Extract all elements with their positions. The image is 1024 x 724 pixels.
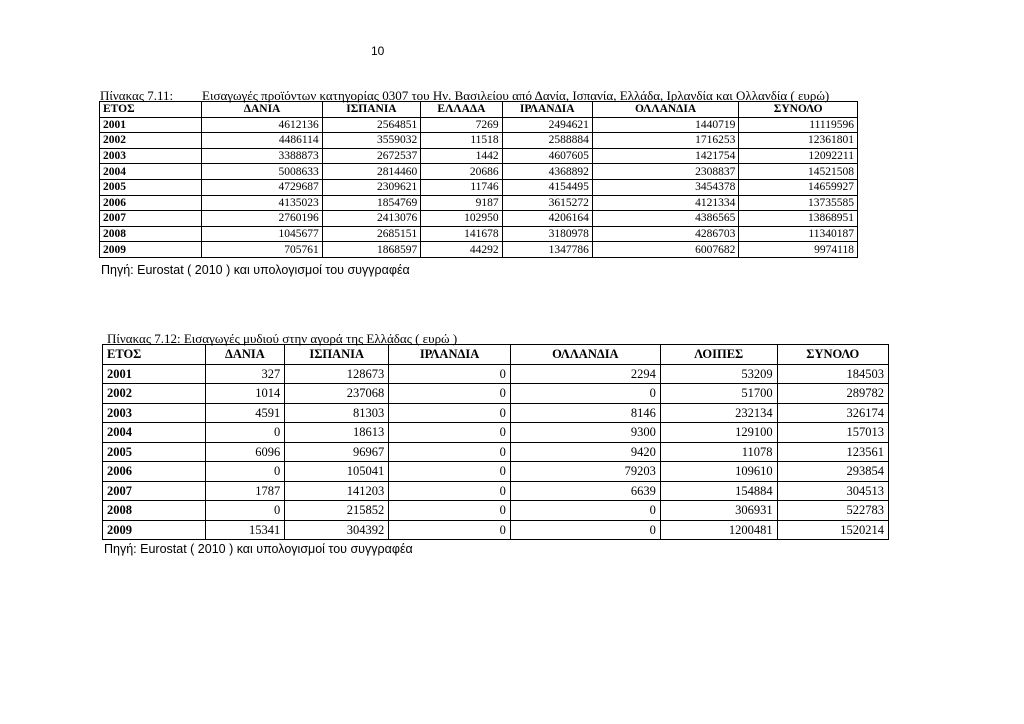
table2-value-cell: 6096 — [205, 442, 285, 462]
table2-header-cell: ΙΡΛΑΝΔΙΑ — [389, 345, 511, 365]
table2-header-cell: ΣΥΝΟΛΟ — [777, 345, 888, 365]
table2-row — [103, 501, 889, 521]
table1-header-row — [100, 102, 858, 118]
table1-row — [100, 179, 858, 195]
table2-year-cell: 2008 — [103, 501, 206, 521]
table1-value-cell: 1347786 — [502, 242, 592, 258]
table2-row — [103, 423, 889, 443]
table2-value-cell: 326174 — [777, 403, 888, 423]
table2-value-cell: 0 — [389, 423, 511, 443]
table2-value-cell: 215852 — [285, 501, 389, 521]
table1-value-cell: 1045677 — [202, 226, 322, 242]
table1-header-cell: ΙΣΠΑΝΙΑ — [322, 102, 421, 118]
table1-body — [100, 117, 858, 257]
table2-value-cell: 0 — [510, 384, 660, 404]
table2-value-cell: 0 — [205, 462, 285, 482]
table1-row — [100, 211, 858, 227]
table2-value-cell: 0 — [389, 520, 511, 540]
table1-source: Πηγή: Eurostat ( 2010 ) και υπολογισμοί του συγγραφέα — [101, 263, 410, 277]
table1-header-cell: ΙΡΛΑΝΔΙΑ — [502, 102, 592, 118]
table2-value-cell: 123561 — [777, 442, 888, 462]
table1-value-cell: 3454378 — [592, 179, 739, 195]
table2-value-cell: 4591 — [205, 403, 285, 423]
table2-value-cell: 184503 — [777, 364, 888, 384]
table1-year-cell: 2004 — [100, 164, 202, 180]
table1-value-cell: 1421754 — [592, 148, 739, 164]
table2-value-cell: 0 — [510, 520, 660, 540]
table1-value-cell: 6007682 — [592, 242, 739, 258]
table1-label: Πίνακας 7.11: — [100, 88, 174, 103]
table1-row — [100, 164, 858, 180]
table1-value-cell: 2309621 — [322, 179, 421, 195]
table1-value-cell: 5008633 — [202, 164, 322, 180]
table1-row — [100, 195, 858, 211]
table1-year-cell: 2001 — [100, 117, 202, 133]
table2-value-cell: 0 — [205, 501, 285, 521]
table1-value-cell: 4135023 — [202, 195, 322, 211]
table2 — [102, 344, 889, 540]
table2-row — [103, 403, 889, 423]
table1 — [99, 101, 858, 258]
table2-value-cell: 11078 — [660, 442, 777, 462]
table1-value-cell: 7269 — [421, 117, 502, 133]
table2-year-cell: 2004 — [103, 423, 206, 443]
table1-value-cell: 1868597 — [322, 242, 421, 258]
table1-value-cell: 4206164 — [502, 211, 592, 227]
table1-header-cell: ΕΤΟΣ — [100, 102, 202, 118]
table2-value-cell: 81303 — [285, 403, 389, 423]
table2-row — [103, 364, 889, 384]
table2-value-cell: 128673 — [285, 364, 389, 384]
table2-value-cell: 9300 — [510, 423, 660, 443]
table1-value-cell: 13735585 — [739, 195, 858, 211]
table1-header-cell: ΔΑΝΙΑ — [202, 102, 322, 118]
table2-year-cell: 2009 — [103, 520, 206, 540]
table2-value-cell: 0 — [205, 423, 285, 443]
table2-value-cell: 96967 — [285, 442, 389, 462]
table1-title: Εισαγωγές προϊόντων κατηγορίας 0307 του Ην. Βασιλείου από Δανία, Ισπανία, Ελλάδα, Ιρλανδία και Ολλανδία ( ευρώ) — [202, 88, 830, 103]
table1-value-cell: 4154495 — [502, 179, 592, 195]
table2-year-cell: 2002 — [103, 384, 206, 404]
table1-year-cell: 2002 — [100, 133, 202, 149]
table2-label: Πίνακας 7.12: — [107, 331, 181, 346]
table1-row — [100, 226, 858, 242]
table1-value-cell: 141678 — [421, 226, 502, 242]
table2-header-cell: ΛΟΙΠΕΣ — [660, 345, 777, 365]
table2-header-cell: ΙΣΠΑΝΙΑ — [285, 345, 389, 365]
table1-value-cell: 4729687 — [202, 179, 322, 195]
table2-value-cell: 105041 — [285, 462, 389, 482]
table2-source: Πηγή: Eurostat ( 2010 ) και υπολογισμοί του συγγραφέα — [104, 542, 413, 556]
table2-header-cell: ΔΑΝΙΑ — [205, 345, 285, 365]
table2-value-cell: 306931 — [660, 501, 777, 521]
page-number: 10 — [371, 44, 385, 58]
table1-value-cell: 2413076 — [322, 211, 421, 227]
table2-value-cell: 1200481 — [660, 520, 777, 540]
table1-value-cell: 4612136 — [202, 117, 322, 133]
table1-value-cell: 44292 — [421, 242, 502, 258]
table1-value-cell: 13868951 — [739, 211, 858, 227]
table2-value-cell: 1787 — [205, 481, 285, 501]
table1-value-cell: 2308837 — [592, 164, 739, 180]
table2-value-cell: 0 — [389, 481, 511, 501]
table2-value-cell: 0 — [389, 384, 511, 404]
table2-year-cell: 2006 — [103, 462, 206, 482]
table2-value-cell: 79203 — [510, 462, 660, 482]
table2-value-cell: 8146 — [510, 403, 660, 423]
table1-value-cell: 1854769 — [322, 195, 421, 211]
table2-value-cell: 157013 — [777, 423, 888, 443]
table1-value-cell: 11746 — [421, 179, 502, 195]
table1-year-cell: 2003 — [100, 148, 202, 164]
table2-row — [103, 384, 889, 404]
table2-value-cell: 141203 — [285, 481, 389, 501]
table2-year-cell: 2003 — [103, 403, 206, 423]
table1-value-cell: 4607605 — [502, 148, 592, 164]
table1-value-cell: 11340187 — [739, 226, 858, 242]
table1-value-cell: 4368892 — [502, 164, 592, 180]
table1-value-cell: 2588884 — [502, 133, 592, 149]
table1-value-cell: 4121334 — [592, 195, 739, 211]
table1-year-cell: 2006 — [100, 195, 202, 211]
table1-value-cell: 1716253 — [592, 133, 739, 149]
table1-value-cell: 9974118 — [739, 242, 858, 258]
table1-value-cell: 3559032 — [322, 133, 421, 149]
table1-value-cell: 12361801 — [739, 133, 858, 149]
table1-header-cell: ΕΛΛΑΔΑ — [421, 102, 502, 118]
table2-year-cell: 2001 — [103, 364, 206, 384]
table2-body — [103, 364, 889, 540]
table2-value-cell: 0 — [389, 442, 511, 462]
table1-value-cell: 2685151 — [322, 226, 421, 242]
table2-value-cell: 304392 — [285, 520, 389, 540]
table1-value-cell: 2494621 — [502, 117, 592, 133]
table2-value-cell: 0 — [389, 462, 511, 482]
table1-year-cell: 2009 — [100, 242, 202, 258]
table2-value-cell: 2294 — [510, 364, 660, 384]
table1-value-cell: 14659927 — [739, 179, 858, 195]
table1-row — [100, 148, 858, 164]
table2-value-cell: 304513 — [777, 481, 888, 501]
table1-value-cell: 12092211 — [739, 148, 858, 164]
table2-row — [103, 442, 889, 462]
table2-value-cell: 0 — [389, 403, 511, 423]
table1-year-cell: 2008 — [100, 226, 202, 242]
table2-value-cell: 0 — [389, 501, 511, 521]
table2-header-cell: ΟΛΛΑΝΔΙΑ — [510, 345, 660, 365]
table2-value-cell: 1520214 — [777, 520, 888, 540]
table1-value-cell: 705761 — [202, 242, 322, 258]
table1-header-cell: ΣΥΝΟΛΟ — [739, 102, 858, 118]
table2-value-cell: 1014 — [205, 384, 285, 404]
table2-value-cell: 15341 — [205, 520, 285, 540]
table1-value-cell: 4286703 — [592, 226, 739, 242]
table1-value-cell: 4486114 — [202, 133, 322, 149]
table1-year-cell: 2005 — [100, 179, 202, 195]
table2-value-cell: 51700 — [660, 384, 777, 404]
table1-value-cell: 2814460 — [322, 164, 421, 180]
table2-row — [103, 481, 889, 501]
table2-year-cell: 2007 — [103, 481, 206, 501]
table2-value-cell: 6639 — [510, 481, 660, 501]
table2-value-cell: 0 — [510, 501, 660, 521]
table2-row — [103, 520, 889, 540]
table1-row — [100, 117, 858, 133]
table2-value-cell: 18613 — [285, 423, 389, 443]
table1-value-cell: 1442 — [421, 148, 502, 164]
table1-value-cell: 1440719 — [592, 117, 739, 133]
table1-value-cell: 3388873 — [202, 148, 322, 164]
table1-value-cell: 11518 — [421, 133, 502, 149]
table2-value-cell: 154884 — [660, 481, 777, 501]
table2-header-row — [103, 345, 889, 365]
table2-value-cell: 0 — [389, 364, 511, 384]
table2-value-cell: 327 — [205, 364, 285, 384]
table2-value-cell: 293854 — [777, 462, 888, 482]
table1-value-cell: 14521508 — [739, 164, 858, 180]
table2-value-cell: 522783 — [777, 501, 888, 521]
table1-row — [100, 242, 858, 258]
table1-value-cell: 3180978 — [502, 226, 592, 242]
table1-value-cell: 4386565 — [592, 211, 739, 227]
table1-row — [100, 133, 858, 149]
table1-value-cell: 102950 — [421, 211, 502, 227]
table2-value-cell: 109610 — [660, 462, 777, 482]
table2-row — [103, 462, 889, 482]
table1-header-cell: ΟΛΛΑΝΔΙΑ — [592, 102, 739, 118]
table2-header-cell: ΕΤΟΣ — [103, 345, 206, 365]
table1-value-cell: 2672537 — [322, 148, 421, 164]
table2-value-cell: 232134 — [660, 403, 777, 423]
table2-value-cell: 9420 — [510, 442, 660, 462]
table2-value-cell: 129100 — [660, 423, 777, 443]
table1-value-cell: 2760196 — [202, 211, 322, 227]
table1-year-cell: 2007 — [100, 211, 202, 227]
table2-value-cell: 289782 — [777, 384, 888, 404]
table2-value-cell: 53209 — [660, 364, 777, 384]
table1-value-cell: 9187 — [421, 195, 502, 211]
table1-value-cell: 2564851 — [322, 117, 421, 133]
table1-value-cell: 20686 — [421, 164, 502, 180]
table2-value-cell: 237068 — [285, 384, 389, 404]
table1-value-cell: 3615272 — [502, 195, 592, 211]
table1-value-cell: 11119596 — [739, 117, 858, 133]
table2-title: Εισαγωγές μυδιού στην αγορά της Ελλάδας ( ευρώ ) — [183, 331, 458, 346]
table2-year-cell: 2005 — [103, 442, 206, 462]
